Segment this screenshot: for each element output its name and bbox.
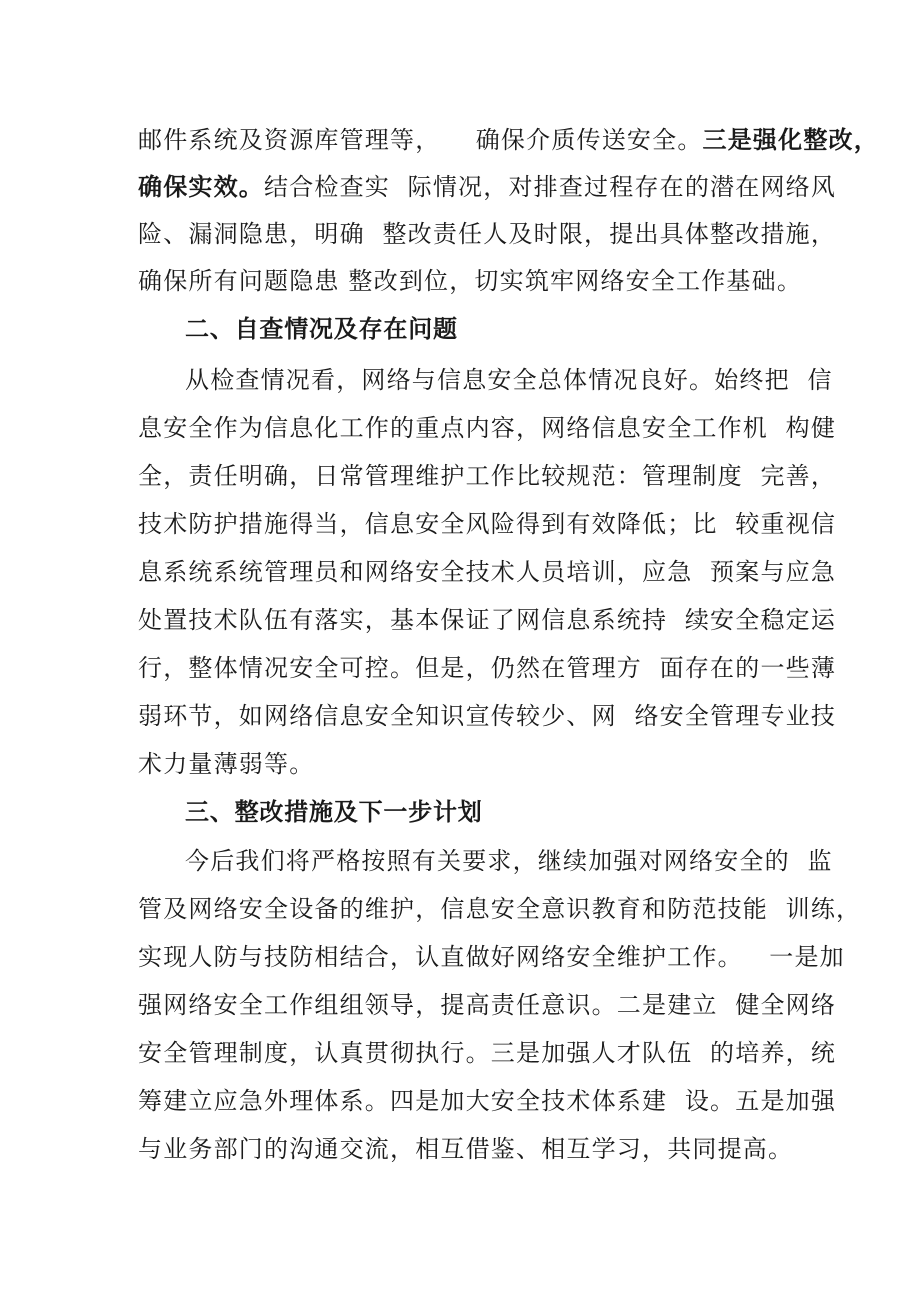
text-run: 邮件系统及资源库管理等， 确保介质传送安全。 [138, 126, 703, 154]
paragraph-line: 弱环节，如网络信息安全知识宣传较少、网 络安全管理专业技 [138, 702, 837, 730]
paragraph-line: 今后我们将严格按照有关要求，继续加强对网络安全的 监 [185, 847, 833, 875]
bold-text-run: 三是强化整改， [702, 125, 879, 154]
paragraph-line: 息安全作为信息化工作的重点内容，网络信息安全工作机 构健 [138, 414, 837, 442]
paragraph-line: 行，整体情况安全可控。但是，仍然在管理方 面存在的一些薄 [138, 654, 837, 682]
paragraph-line: 险、漏洞隐患，明确 整改责任人及时限，提出具体整改措施， [138, 220, 837, 248]
paragraph-line: 全，责任明确，日常管理维护工作比较规范：管理制度 完善， [138, 462, 837, 490]
text-run: 结合检查实 际情况，对排查过程存在的潜在网络风 [264, 173, 837, 201]
paragraph-line: 与业务部门的沟通交流，相互借鉴、相互学习，共同提高。 [138, 1135, 794, 1163]
paragraph-line [138, 125, 879, 155]
paragraph-line: 安全管理制度，认真贯彻执行。三是加强人才队伍 的培养，统 [138, 1039, 837, 1067]
paragraph-line: 实现人防与技防相结合，认直做好网络安全维护工作。 一是加 [138, 943, 845, 971]
paragraph-line [138, 172, 836, 202]
paragraph-line: 息系统系统管理员和网络安全技术人员培训，应急 预案与应急 [138, 558, 837, 586]
paragraph-line: 处置技术队伍有落实，基本保证了网信息系统持 续安全稳定运 [138, 606, 837, 634]
paragraph-line: 确保所有问题隐患 整改到位，切实筑牢网络安全工作基础。 [138, 267, 803, 295]
paragraph-line: 技术防护措施得当，信息安全风险得到有效降低；比 较重视信 [138, 510, 837, 538]
paragraph-line: 从检查情况看，网络与信息安全总体情况良好。始终把 信 [185, 366, 833, 394]
section-heading: 二、自查情况及存在问题 [185, 315, 458, 343]
paragraph-line: 筹建立应急外理体系。四是加大安全技术体系建 设。五是加强 [138, 1087, 837, 1115]
paragraph-line: 术力量薄弱等。 [138, 750, 315, 778]
bold-text-run: 确保实效。 [138, 172, 264, 201]
paragraph-line: 管及网络安全设备的维护，信息安全意识教育和防范技能 训练， [138, 895, 862, 923]
section-heading: 三、整改措施及下一步计划 [185, 798, 483, 826]
paragraph-line: 强网络安全工作组组领导，提高责任意识。二是建立 健全网络 [138, 991, 837, 1019]
